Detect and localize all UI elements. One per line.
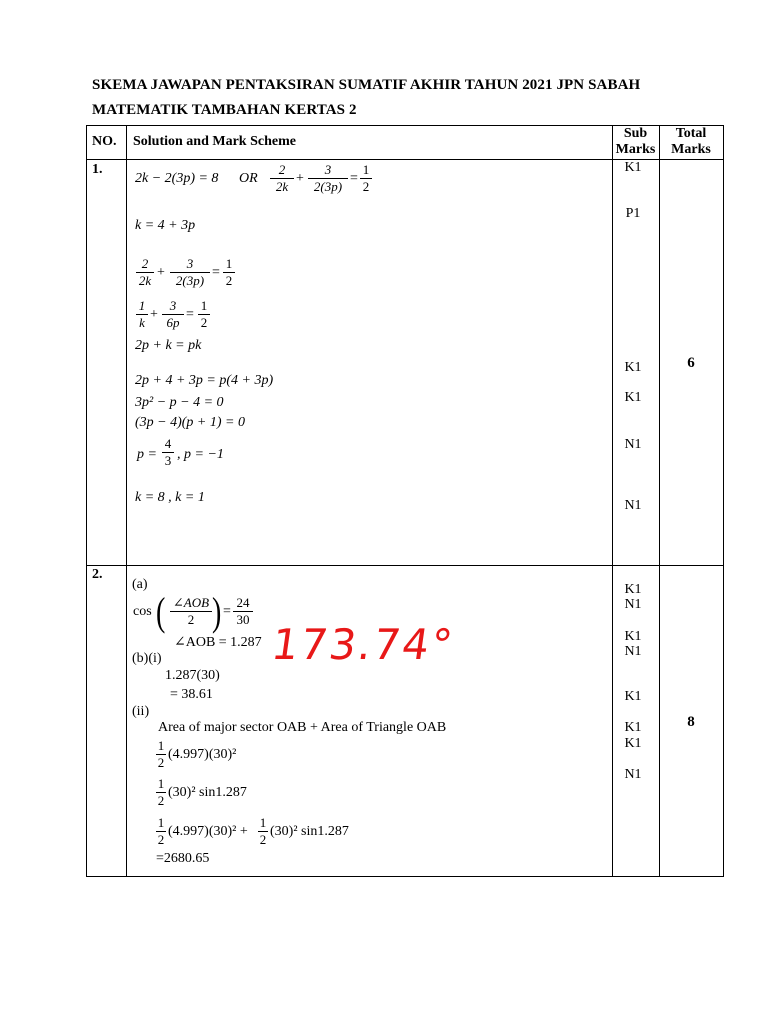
fraction: 1 2 — [360, 162, 372, 195]
header-sub-marks: Sub Marks — [615, 126, 656, 157]
arc-length-result: = 38.61 — [170, 687, 213, 702]
total-area-expr-1: (4.997)(30)² + — [168, 824, 248, 839]
document-title: SKEMA JAWAPAN PENTAKSIRAN SUMATIF AKHIR TAHUN 2021 JPN SABAH — [92, 77, 641, 93]
total-area-expr-2: (30)² sin1.287 — [270, 824, 349, 839]
equals-sign: = — [212, 265, 220, 280]
q1-equation-5: 2p + k = pk — [135, 338, 202, 353]
fraction: 1 2 — [198, 298, 210, 331]
total-mark: 8 — [687, 714, 695, 730]
q1-solution-k: k = 8 , k = 1 — [135, 490, 205, 505]
fraction: 1 2 — [223, 256, 235, 289]
sub-mark: N1 — [624, 597, 642, 612]
question-number: 2. — [92, 567, 103, 582]
fraction: 1 2 — [157, 815, 165, 847]
fraction: 1 k — [136, 298, 148, 331]
q1-solution-p: p = — [137, 447, 157, 462]
q1-equation-2: k = 4 + 3p — [135, 218, 196, 233]
handwritten-annotation: 173.74° — [268, 620, 458, 669]
equals-sign: = — [223, 604, 231, 619]
area-description: Area of major sector OAB + Area of Triangle OAB — [158, 720, 447, 735]
sub-mark: K1 — [624, 390, 642, 405]
or-label: OR — [239, 171, 258, 186]
fraction: 3 2(3p) — [170, 256, 210, 289]
sub-mark: K1 — [624, 360, 642, 375]
plus-sign: + — [296, 171, 304, 186]
total-mark: 6 — [687, 355, 695, 371]
q1-solution-p2: , p = −1 — [177, 447, 224, 462]
question-number: 1. — [92, 162, 103, 177]
equals-sign: = — [350, 171, 358, 186]
angle-aob-value: ∠AOB = 1.287 — [174, 635, 262, 650]
fraction: 24 30 — [233, 595, 253, 628]
sub-mark: K1 — [624, 689, 642, 704]
document-subtitle: MATEMATIK TAMBAHAN KERTAS 2 — [92, 102, 357, 118]
fraction: 4 3 — [162, 436, 174, 469]
plus-sign: + — [157, 265, 165, 280]
sub-mark: N1 — [624, 498, 642, 513]
header-total-marks: Total Marks — [671, 126, 711, 157]
fraction: 3 6p — [162, 298, 184, 331]
sub-mark: P1 — [625, 206, 641, 221]
sector-area-expr: (4.997)(30)² — [168, 747, 237, 762]
sub-mark: K1 — [624, 582, 642, 597]
right-paren: ) — [211, 589, 222, 634]
fraction: ∠AOB 2 — [170, 595, 212, 628]
fraction: 1 2 — [157, 776, 165, 808]
sub-mark: K1 — [624, 736, 642, 751]
sub-mark: N1 — [624, 767, 642, 782]
sub-mark: K1 — [624, 720, 642, 735]
fraction: 2 2k — [136, 256, 154, 289]
q1-equation-8: (3p − 4)(p + 1) = 0 — [135, 415, 245, 430]
triangle-area-expr: (30)² sin1.287 — [168, 785, 247, 800]
arc-length-calc: 1.287(30) — [165, 668, 220, 683]
left-paren: ( — [155, 589, 166, 634]
part-ii-label: (ii) — [132, 704, 150, 719]
cos-label: cos — [133, 604, 152, 619]
fraction: 1 2 — [259, 815, 267, 847]
fraction: 1 2 — [157, 738, 165, 770]
plus-sign: + — [150, 307, 158, 322]
part-a-label: (a) — [132, 577, 148, 592]
total-area-result: =2680.65 — [156, 851, 210, 866]
sub-mark: N1 — [624, 437, 642, 452]
header-no: NO. — [92, 134, 117, 149]
header-solution: Solution and Mark Scheme — [133, 134, 296, 149]
equals-sign: = — [186, 307, 194, 322]
fraction: 3 2(3p) — [308, 162, 348, 195]
q1-equation-7: 3p² − p − 4 = 0 — [135, 395, 224, 410]
q1-equation-6: 2p + 4 + 3p = p(4 + 3p) — [135, 373, 274, 388]
sub-mark: K1 — [624, 160, 642, 175]
sub-mark: N1 — [624, 644, 642, 659]
fraction: 2 2k — [270, 162, 294, 195]
part-bi-label: (b)(i) — [132, 651, 162, 666]
q1-equation-1: 2k − 2(3p) = 8 — [135, 171, 219, 186]
sub-mark: K1 — [624, 629, 642, 644]
